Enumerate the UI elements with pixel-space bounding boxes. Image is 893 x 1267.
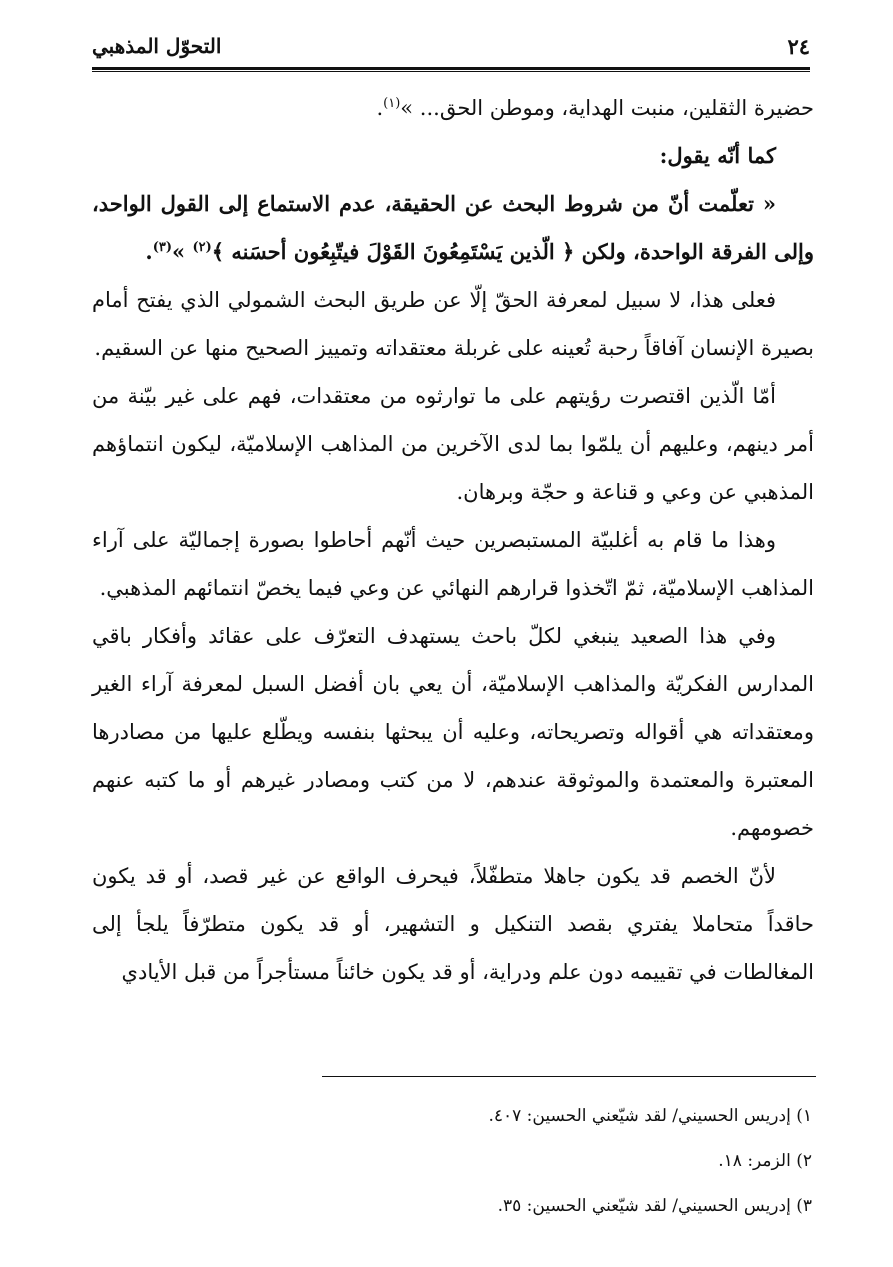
footnote-3: ٣) إدريس الحسيني/ لقد شيّعني الحسين: ٣٥. [497,1196,812,1216]
paragraph-6: وهذا ما قام به أغلبيّة المستبصرين حيث أنّهم أحاطوا بصورة إجماليّة على آراء المذاهب الإسلاميّة، ثمّ اتّخذوا قرارهم النهائي عن وعي فيما يخصّ انتمائهم المذهبي. [92,528,814,600]
paragraph-3-quote: « تعلّمت أنّ من شروط البحث عن الحقيقة، عدم الاستماع إلى القول الواحد، وإلى الفرقة الواحدة، ولكن ﴿ الّذين يَسْتَمِعُونَ القَوْلَ فيتّبِعُون أحسَنه ﴾$^{(٢)}$ »$^{(٣)}$. [92,191,814,264]
paragraph-7: وفي هذا الصعيد ينبغي لكلّ باحث يستهدف التعرّف على عقائد وأفكار باقي المدارس الفكريّة والمذاهب الإسلاميّة، أن يعي بان أفضل السبل لمعرفة آراء الغير ومعتقداته هي أقواله وتصريحاته، وعليه أن يبحثها بنفسه ويطّلع عليها من مصادرها المعتبرة والمعتمدة والموثوقة عندهم، لا من كتب ومصادر غيرهم أو ما كتبه عنهم خصومهم. [92,624,814,840]
footnote-ref-1: (١) [383,96,401,111]
header-rule-thin [92,71,810,72]
paragraph-8: لأنّ الخصم قد يكون جاهلا متطفّلاً، فيحرف الواقع عن غير قصد، أو قد يكون حاقداً متحاملا يفتري بقصد التنكيل و التشهير، أو قد يكون متطرّفاً يلجأ إلى المغالطات في تقييمه دون علم ودراية، أو قد يكون خائناً مستأجراً من قبل الأيادي [92,864,814,984]
footnote-ref-3: (٣) [152,240,172,255]
paragraph-2: كما أنّه يقول: [659,143,776,168]
paragraph-4: فعلى هذا، لا سبيل لمعرفة الحقّ إلّا عن طريق البحث الشمولي الذي يفتح أمام بصيرة الإنسان آفاقاً رحبة تُعينه على غربلة معتقداته وتمييز الصحيح منها عن السقيم. [92,288,814,360]
header-rule [92,67,810,70]
paragraph-1: حضيرة الثقلين، منبت الهداية، وموطن الحق... »$^{(١)}$. [376,96,814,120]
paragraph-5: أمّا الّذين اقتصرت رؤيتهم على ما توارثوه من معتقدات، فهم على غير بيّنة من أمر دينهم، وعليهم أن يلمّوا بما لدى الآخرين من المذاهب الإسلاميّة، ليكون انتماؤهم المذهبي عن وعي و قناعة و حجّة وبرهان. [92,384,814,504]
footnote-2: ٢) الزمر: ١٨. [718,1151,812,1171]
page-header [92,32,810,66]
page-number: ٢٤ [787,34,810,59]
footnote-separator [322,1076,816,1077]
body-text [92,84,814,996]
footnote-ref-2: (٢) [192,240,212,255]
footnotes [300,1094,812,1229]
running-title: التحوّل المذهبي [92,34,222,58]
footnote-1: ١) إدريس الحسيني/ لقد شيّعني الحسين: ٤٠٧. [488,1106,812,1126]
quran-verse: ﴿ الّذين يَسْتَمِعُونَ القَوْلَ فيتّبِعُون أحسَنه ﴾ [211,239,575,264]
